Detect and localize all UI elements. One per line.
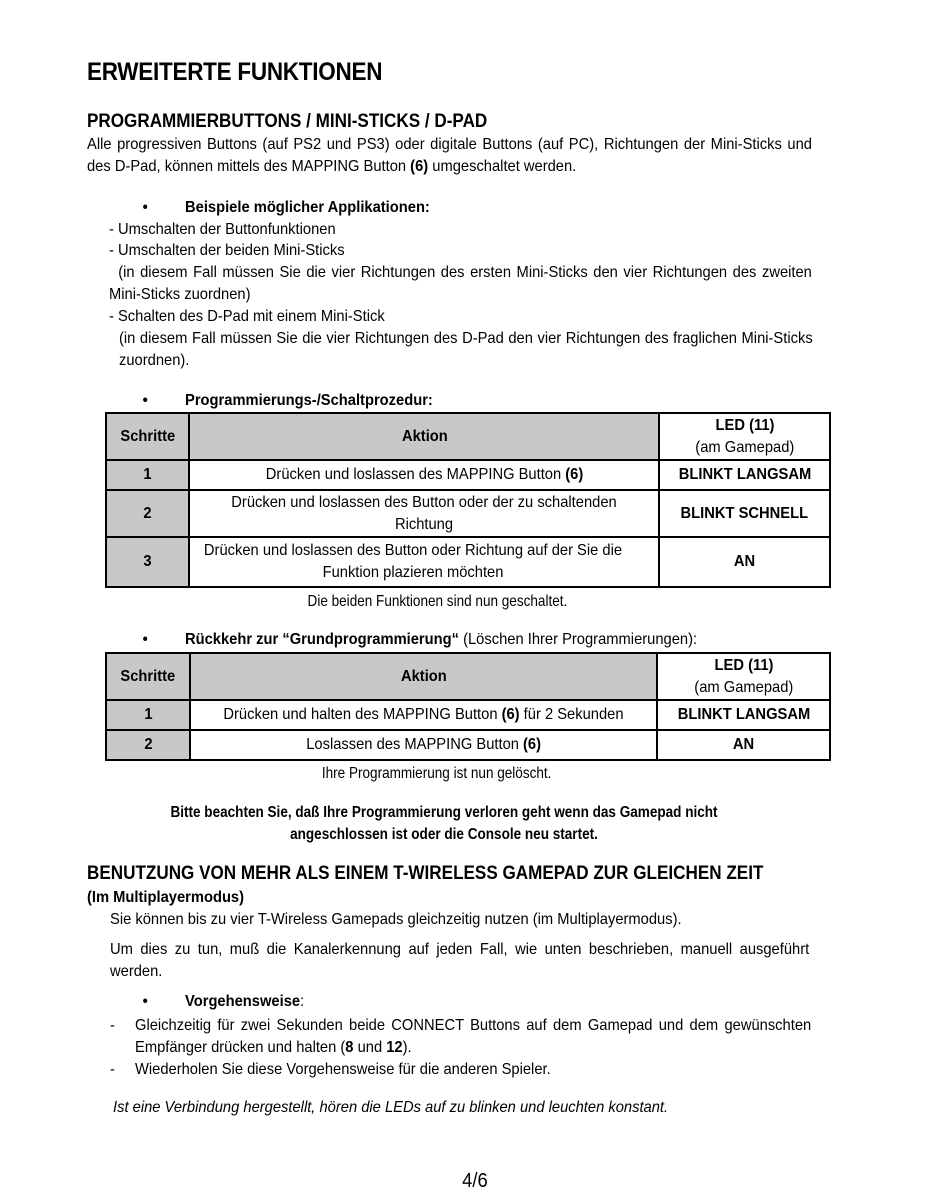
- section1-intro: [87, 134, 812, 178]
- table-header-row: [106, 653, 830, 700]
- step-action: Drücken und loslassen des MAPPING Button (6): [189, 460, 659, 490]
- table-row: [106, 700, 830, 730]
- page-title: ERWEITERTE FUNKTIONEN: [87, 58, 383, 86]
- example-line-5: (in diesem Fall müssen Sie die vier Richtungen des D-Pad den vier Richtungen des fraglichen Mini-Sticks zuordnen).: [119, 330, 813, 369]
- bullet-dot: •: [142, 631, 148, 648]
- connection-note: Ist eine Verbindung hergestellt, hören die LEDs auf zu blinken und leuchten konstant.: [113, 1099, 669, 1116]
- step-number: 1: [106, 460, 189, 490]
- step-number: 1: [106, 700, 190, 730]
- bullet-reset-label: Rückkehr zur “Grundprogrammierung“: [185, 631, 460, 648]
- section2-paragraph-1: Sie können bis zu vier T-Wireless Gamepads gleichzeitig nutzen (im Multiplayermodus).: [110, 911, 682, 928]
- step-led: BLINKT SCHNELL: [659, 490, 830, 537]
- table-header-row: [106, 413, 830, 460]
- header-action: Aktion: [190, 653, 657, 700]
- bullet-examples-label: Beispiele möglicher Applikationen:: [185, 199, 430, 216]
- step-dash-2: -: [110, 1061, 115, 1078]
- bullet-procedure-label: Programmierungs-/Schaltprozedur:: [185, 392, 433, 409]
- header-steps: Schritte: [106, 653, 190, 700]
- reset-table: [105, 652, 831, 761]
- step-led: AN: [659, 537, 830, 587]
- header-action: Aktion: [189, 413, 659, 460]
- bullet-reset: [142, 631, 698, 649]
- intro-text-c: umgeschaltet werden.: [428, 158, 577, 175]
- bullet-dot: •: [142, 199, 148, 216]
- bullet-method: • Vorgehensweise:: [142, 993, 305, 1010]
- step-action: Drücken und loslassen des Button oder der zu schaltenden Richtung: [189, 490, 659, 537]
- example-line-1: - Umschalten der Buttonfunktionen: [109, 221, 336, 238]
- example-line-2: - Umschalten der beiden Mini-Sticks: [109, 242, 345, 259]
- intro-text-a: Alle progressiven Buttons (auf PS2 und PS3) oder digitale Buttons (auf PC), Richtungen der Mini-Sticks und des D-Pad, können mittels des MAPPING Button: [87, 136, 812, 175]
- bullet-reset-rest: (Löschen Ihrer Programmierungen):: [459, 631, 698, 648]
- table-row: [106, 460, 830, 490]
- bullet-method-label: Vorgehensweise: [185, 993, 301, 1010]
- step-led: BLINKT LANGSAM: [659, 460, 830, 490]
- step-dash-1: -: [110, 1017, 115, 1034]
- step-action: Loslassen des MAPPING Button (6): [190, 730, 657, 760]
- bullet-procedure: [142, 392, 433, 410]
- step-action: Drücken und halten des MAPPING Button (6) für 2 Sekunden: [190, 700, 657, 730]
- example-line-3: (in diesem Fall müssen Sie die vier Richtungen des ersten Mini-Sticks den vier Richtungen des zweiten Mini-Sticks zuordnen): [109, 264, 812, 303]
- bullet-examples: [142, 199, 430, 217]
- header-led: LED (11) (am Gamepad): [657, 653, 830, 700]
- section1-heading: PROGRAMMIERBUTTONS / MINI-STICKS / D-PAD: [87, 111, 488, 132]
- step-action: Drücken und loslassen des Button oder Richtung auf der Sie die Funktion plazieren möchten: [189, 537, 659, 587]
- bullet-dot: •: [142, 392, 148, 409]
- method-step-2: Wiederholen Sie diese Vorgehensweise für die anderen Spieler.: [135, 1061, 551, 1078]
- example-line-4: - Schalten des D-Pad mit einem Mini-Stick: [109, 308, 385, 325]
- header-steps: Schritte: [106, 413, 189, 460]
- intro-ref: (6): [410, 158, 429, 175]
- page-number: 4/6: [462, 1170, 488, 1192]
- procedure-table: [105, 412, 831, 588]
- bullet-dot: •: [142, 993, 148, 1010]
- step-number: 3: [106, 537, 189, 587]
- step-number: 2: [106, 490, 189, 537]
- header-led: LED (11) (am Gamepad): [659, 413, 830, 460]
- step-number: 2: [106, 730, 190, 760]
- step-led: BLINKT LANGSAM: [657, 700, 830, 730]
- section2-subheading: (Im Multiplayermodus): [87, 889, 245, 906]
- important-note: Bitte beachten Sie, daß Ihre Programmierung verloren geht wenn das Gamepad nicht angeschlossen ist oder die Console neu startet.: [170, 804, 718, 843]
- section2-heading: BENUTZUNG VON MEHR ALS EINEM T-WIRELESS GAMEPAD ZUR GLEICHEN ZEIT: [87, 863, 764, 884]
- step-led: AN: [657, 730, 830, 760]
- table-row: [106, 490, 830, 537]
- section2-paragraph-2: Um dies zu tun, muß die Kanalerkennung auf jeden Fall, wie unten beschrieben, manuell ausgeführt werden.: [110, 941, 810, 980]
- table2-caption: Ihre Programmierung ist nun gelöscht.: [322, 765, 552, 782]
- table-row: [106, 537, 830, 587]
- method-step-1: Gleichzeitig für zwei Sekunden beide CONNECT Buttons auf dem Gamepad und dem gewünschten Empfänger drücken und halten (8 und 12).: [135, 1017, 812, 1056]
- table1-caption: Die beiden Funktionen sind nun geschaltet.: [307, 593, 567, 610]
- table-row: [106, 730, 830, 760]
